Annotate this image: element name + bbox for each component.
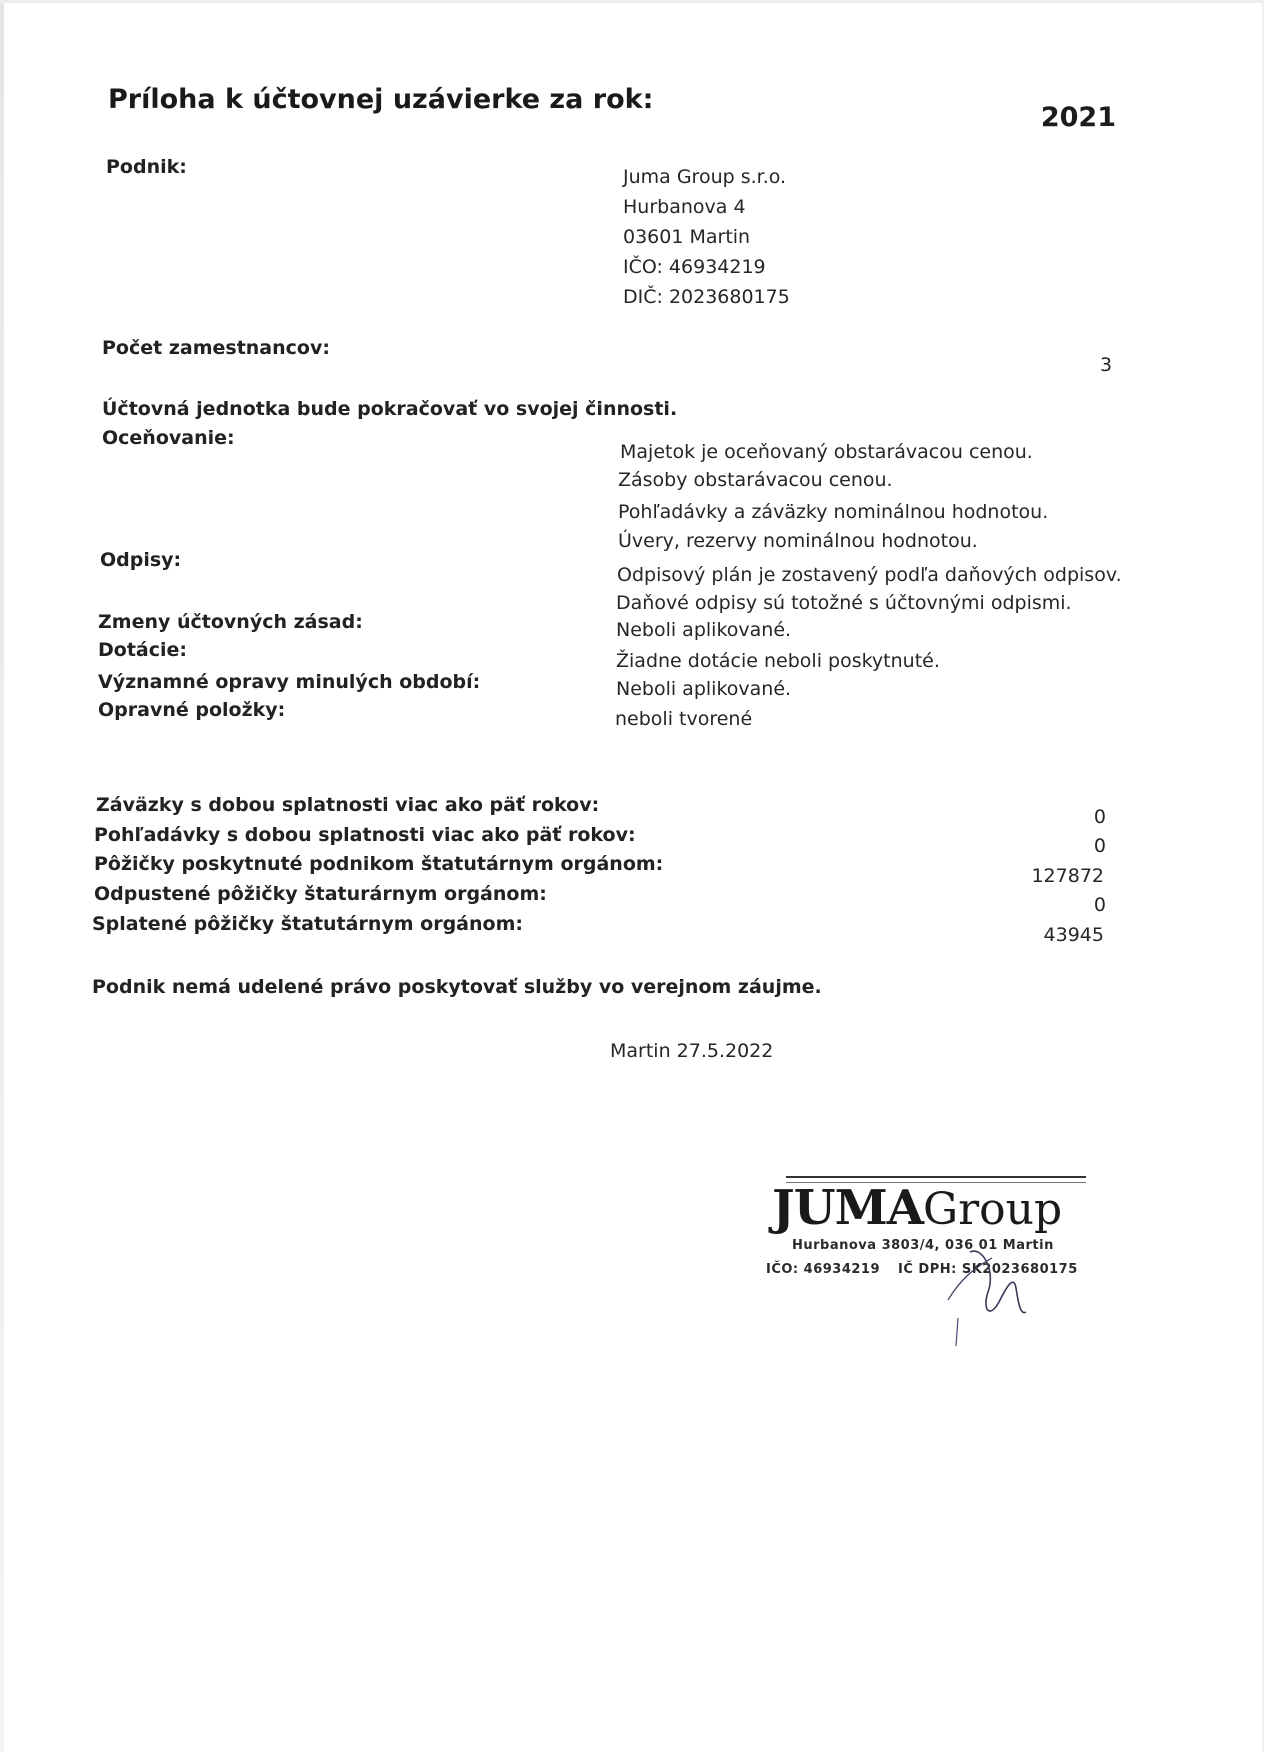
stamp-ic-dph: IČ DPH: SK2023680175 [898,1262,1078,1277]
figure-value-receivables: 0 [1093,835,1106,857]
scan-edge-top [0,0,1264,3]
stamp-ico: IČO: 46934219 [766,1262,881,1277]
figure-label-loans-repaid: Splatené pôžičky štatutárnym orgánom: [92,913,523,935]
handwritten-signature [930,1240,1070,1350]
figure-value-loans-granted: 127872 [1031,865,1104,887]
depreciation-line-plan: Odpisový plán je zostavený podľa daňových odpisov. [617,564,1122,586]
subsidies-value: Žiadne dotácie neboli poskytnuté. [616,650,940,672]
valuation-line-inventory: Zásoby obstarávacou cenou. [618,469,893,491]
prior-corrections-value: Neboli aplikované. [616,678,792,700]
depreciation-label: Odpisy: [100,549,182,571]
company-name: Juma Group s.r.o. [623,166,787,188]
valuation-line-assets: Majetok je oceňovaný obstarávacou cenou. [620,441,1033,463]
figure-label-loans-forgiven: Odpustené pôžičky štaturárnym orgánom: [94,883,547,905]
subsidies-label: Dotácie: [98,639,187,661]
place-and-date: Martin 27.5.2022 [610,1040,774,1062]
document-title: Príloha k účtovnej uzávierke za rok: [108,84,654,115]
valuation-line-receivables: Pohľadávky a záväzky nominálnou hodnotou. [618,501,1049,523]
figure-value-liabilities: 0 [1093,806,1106,828]
document-year: 2021 [1040,102,1116,133]
figure-value-loans-forgiven: 0 [1093,894,1106,916]
employees-value: 3 [1100,354,1113,376]
company-street: Hurbanova 4 [623,196,746,218]
accounting-changes-value: Neboli aplikované. [616,619,792,641]
figure-label-loans-granted: Pôžičky poskytnuté podnikom štatutárnym orgánom: [94,853,664,875]
continuation-statement: Účtovná jednotka bude pokračovať vo svojej činnosti. [102,398,678,420]
figure-value-loans-repaid: 43945 [1043,924,1104,946]
company-city: 03601 Martin [623,226,751,248]
stamp-top-rule [786,1176,1086,1178]
stamp-logo [772,1180,1062,1236]
allowances-value: neboli tvorené [615,708,753,730]
stamp-logo-sub: Group [922,1184,1063,1235]
employees-label: Počet zamestnancov: [102,337,330,359]
accounting-changes-label: Zmeny účtovných zásad: [98,611,363,633]
prior-corrections-label: Významné opravy minulých období: [98,671,481,693]
scan-edge-left [0,0,4,1752]
depreciation-line-tax: Daňové odpisy sú totožné s účtovnými odpismi. [616,592,1072,614]
stamp-logo-main: JUMA [772,1180,923,1236]
figure-label-liabilities: Záväzky s dobou splatnosti viac ako päť rokov: [96,794,600,816]
stamp-address: Hurbanova 3803/4, 036 01 Martin [792,1238,1054,1253]
company-ico: IČO: 46934219 [623,256,766,278]
valuation-line-loans: Úvery, rezervy nominálnou hodnotou. [618,530,978,552]
allowances-label: Opravné položky: [98,699,286,721]
company-dic: DIČ: 2023680175 [623,286,790,308]
public-interest-statement: Podnik nemá udelené právo poskytovať služby vo verejnom záujme. [92,976,822,998]
valuation-label: Oceňovanie: [102,427,235,449]
company-label: Podnik: [106,156,187,178]
figure-label-receivables: Pohľadávky s dobou splatnosti viac ako päť rokov: [94,824,636,846]
